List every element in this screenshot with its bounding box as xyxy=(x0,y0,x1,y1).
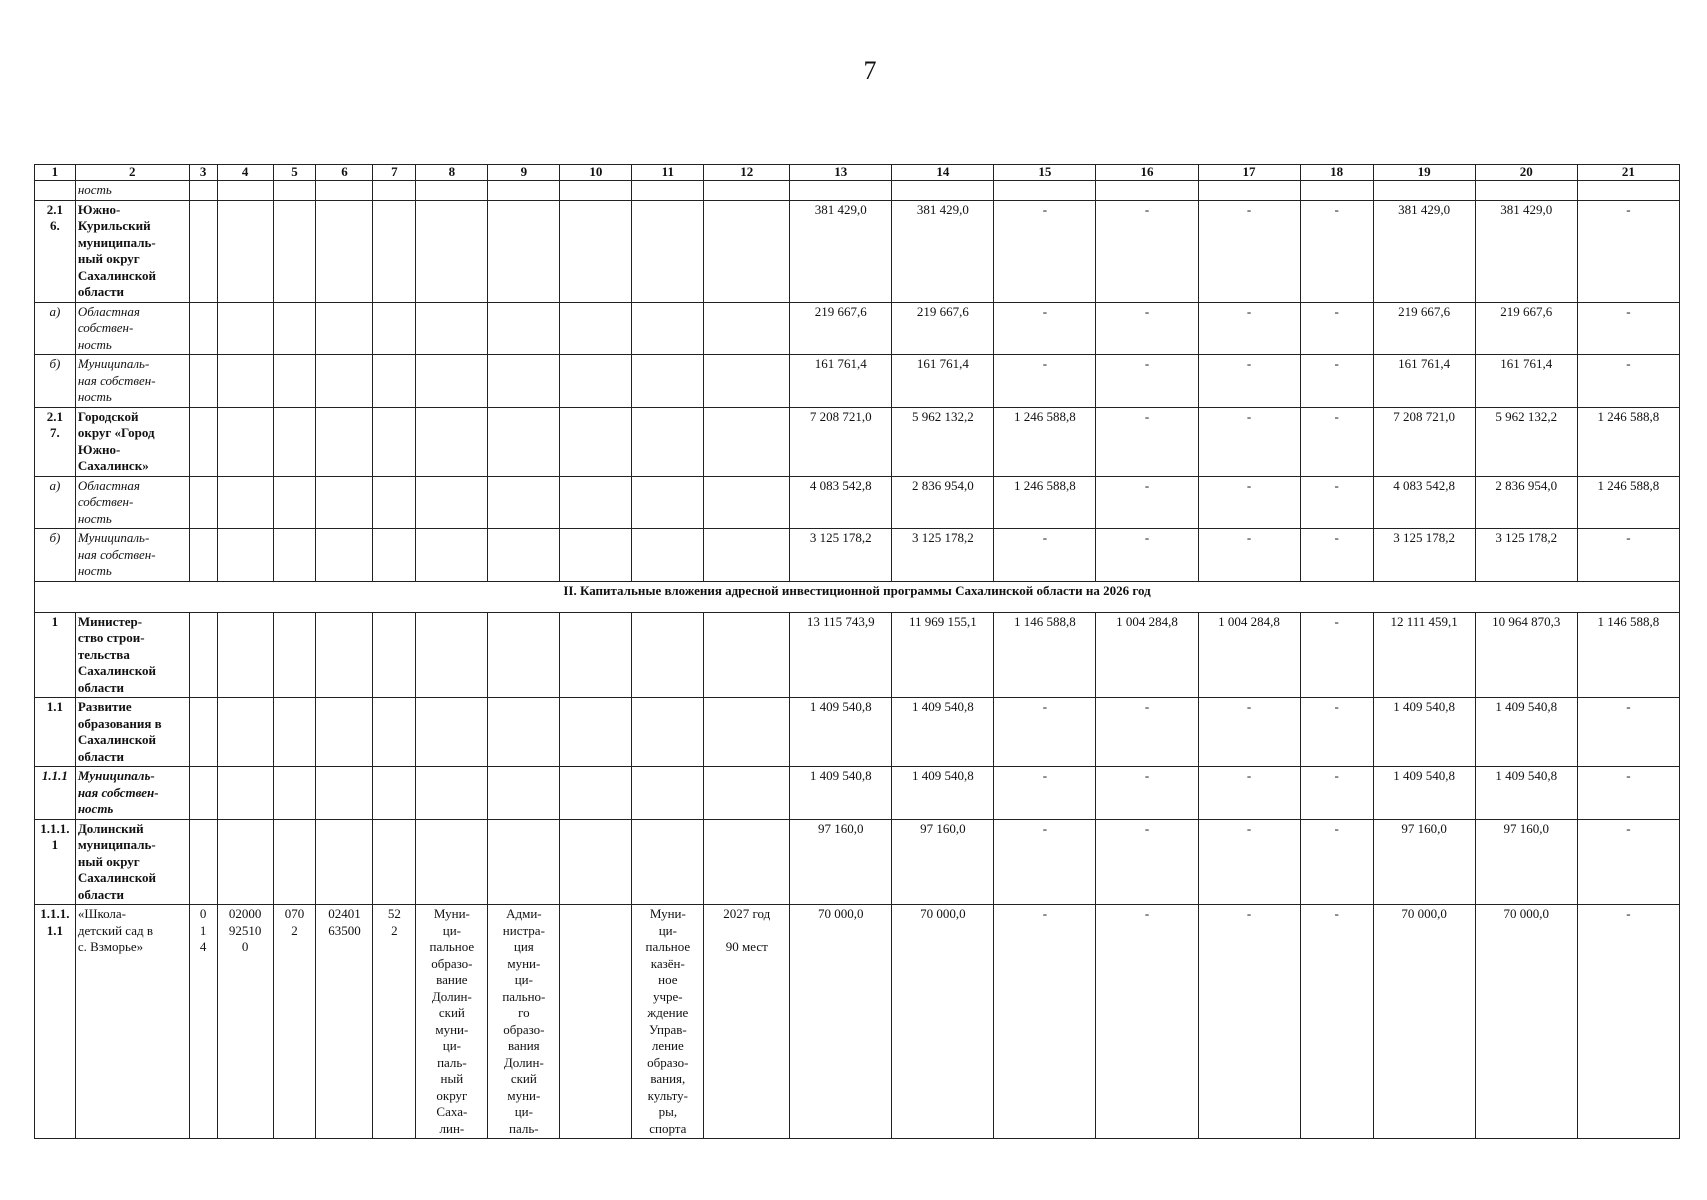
empty-cell xyxy=(704,476,790,529)
column-header: 7 xyxy=(373,165,416,181)
row-number: б) xyxy=(35,529,76,582)
value-cell: 70 000,0 xyxy=(790,905,892,1139)
value-cell: - xyxy=(1198,407,1300,476)
empty-cell xyxy=(704,181,790,201)
row-name: Южно- Курильский муниципаль- ный округ Сахалинской области xyxy=(75,200,189,302)
value-cell: 1 409 540,8 xyxy=(1373,767,1475,820)
value-cell: 2 836 954,0 xyxy=(892,476,994,529)
row-name: «Школа- детский сад в с. Взморье» xyxy=(75,905,189,1139)
column-header: 19 xyxy=(1373,165,1475,181)
empty-cell xyxy=(316,302,373,355)
empty-cell xyxy=(189,181,217,201)
empty-cell xyxy=(373,767,416,820)
value-cell: - xyxy=(994,200,1096,302)
row-name: Муниципаль- ная собствен- ность xyxy=(75,529,189,582)
value-cell: - xyxy=(994,698,1096,767)
row-number xyxy=(35,181,76,201)
value-cell: - xyxy=(1096,905,1198,1139)
value-cell: - xyxy=(1300,200,1373,302)
empty-cell xyxy=(560,181,632,201)
empty-cell xyxy=(373,529,416,582)
table-row xyxy=(35,767,1680,820)
empty-cell xyxy=(217,529,273,582)
empty-cell xyxy=(704,529,790,582)
value-cell: 97 160,0 xyxy=(1475,819,1577,905)
empty-cell xyxy=(373,355,416,408)
value-cell: 11 969 155,1 xyxy=(892,612,994,698)
header-row xyxy=(35,165,1680,181)
empty-cell xyxy=(704,407,790,476)
empty-cell xyxy=(273,181,316,201)
row-number: а) xyxy=(35,302,76,355)
value-cell xyxy=(1198,181,1300,201)
value-cell: 161 761,4 xyxy=(1475,355,1577,408)
value-cell xyxy=(1096,181,1198,201)
row-name: Муниципаль- ная собствен- ность xyxy=(75,767,189,820)
value-cell: 4 083 542,8 xyxy=(1373,476,1475,529)
empty-cell xyxy=(560,302,632,355)
empty-cell xyxy=(488,200,560,302)
empty-cell xyxy=(632,200,704,302)
value-cell: 219 667,6 xyxy=(790,302,892,355)
empty-cell xyxy=(316,476,373,529)
empty-cell xyxy=(273,355,316,408)
column-header: 18 xyxy=(1300,165,1373,181)
empty-cell xyxy=(488,302,560,355)
value-cell: 10 964 870,3 xyxy=(1475,612,1577,698)
value-cell: 3 125 178,2 xyxy=(1373,529,1475,582)
value-cell: 381 429,0 xyxy=(790,200,892,302)
value-cell: - xyxy=(1096,200,1198,302)
empty-cell xyxy=(488,612,560,698)
empty-cell xyxy=(704,302,790,355)
value-cell: 1 409 540,8 xyxy=(790,767,892,820)
empty-cell xyxy=(416,302,488,355)
empty-cell xyxy=(189,200,217,302)
value-cell: 7 208 721,0 xyxy=(790,407,892,476)
detail-cell: 02000 92510 0 xyxy=(217,905,273,1139)
empty-cell xyxy=(189,476,217,529)
value-cell: - xyxy=(994,905,1096,1139)
empty-cell xyxy=(217,476,273,529)
value-cell: 381 429,0 xyxy=(1373,200,1475,302)
value-cell: - xyxy=(994,302,1096,355)
value-cell: 219 667,6 xyxy=(1373,302,1475,355)
value-cell: - xyxy=(1198,529,1300,582)
empty-cell xyxy=(189,529,217,582)
empty-cell xyxy=(316,181,373,201)
empty-cell xyxy=(217,612,273,698)
investment-table xyxy=(34,164,1680,1139)
empty-cell xyxy=(217,698,273,767)
value-cell xyxy=(994,181,1096,201)
row-name: Областная собствен- ность xyxy=(75,476,189,529)
value-cell: - xyxy=(994,529,1096,582)
value-cell: 1 409 540,8 xyxy=(892,698,994,767)
value-cell: 1 409 540,8 xyxy=(892,767,994,820)
empty-cell xyxy=(560,355,632,408)
value-cell: - xyxy=(1300,612,1373,698)
value-cell: - xyxy=(1198,476,1300,529)
empty-cell xyxy=(560,698,632,767)
row-number: б) xyxy=(35,355,76,408)
empty-cell xyxy=(316,529,373,582)
column-header: 10 xyxy=(560,165,632,181)
page-number: 7 xyxy=(863,56,877,85)
value-cell: - xyxy=(1300,698,1373,767)
row-name: Долинский муниципаль- ный округ Сахалинской области xyxy=(75,819,189,905)
column-header: 8 xyxy=(416,165,488,181)
value-cell: - xyxy=(1198,302,1300,355)
row-name: Областная собствен- ность xyxy=(75,302,189,355)
row-name: Министер- ство строи- тельства Сахалинской области xyxy=(75,612,189,698)
table-row xyxy=(35,355,1680,408)
empty-cell xyxy=(704,698,790,767)
value-cell: 219 667,6 xyxy=(892,302,994,355)
value-cell: - xyxy=(1198,698,1300,767)
value-cell: - xyxy=(1577,200,1679,302)
value-cell xyxy=(1577,181,1679,201)
empty-cell xyxy=(416,767,488,820)
column-header: 9 xyxy=(488,165,560,181)
empty-cell xyxy=(488,529,560,582)
table-row xyxy=(35,302,1680,355)
row-name: Городской округ «Город Южно- Сахалинск» xyxy=(75,407,189,476)
value-cell: 219 667,6 xyxy=(1475,302,1577,355)
object-row xyxy=(35,905,1680,1139)
value-cell: 1 409 540,8 xyxy=(1475,698,1577,767)
empty-cell xyxy=(632,767,704,820)
empty-cell xyxy=(189,302,217,355)
section-row xyxy=(35,581,1680,612)
value-cell: - xyxy=(1300,476,1373,529)
empty-cell xyxy=(488,181,560,201)
empty-cell xyxy=(316,819,373,905)
value-cell: 1 246 588,8 xyxy=(1577,407,1679,476)
value-cell: 1 146 588,8 xyxy=(1577,612,1679,698)
empty-cell xyxy=(488,767,560,820)
empty-cell xyxy=(416,529,488,582)
value-cell: 5 962 132,2 xyxy=(1475,407,1577,476)
empty-cell xyxy=(189,819,217,905)
empty-cell xyxy=(632,407,704,476)
value-cell: - xyxy=(1577,529,1679,582)
column-header: 6 xyxy=(316,165,373,181)
value-cell: - xyxy=(1577,905,1679,1139)
value-cell: 97 160,0 xyxy=(790,819,892,905)
column-header: 17 xyxy=(1198,165,1300,181)
empty-cell xyxy=(560,819,632,905)
empty-cell xyxy=(416,819,488,905)
value-cell: - xyxy=(1198,767,1300,820)
empty-cell xyxy=(416,407,488,476)
value-cell xyxy=(1300,181,1373,201)
column-header: 16 xyxy=(1096,165,1198,181)
empty-cell xyxy=(373,476,416,529)
column-header: 20 xyxy=(1475,165,1577,181)
value-cell: 1 409 540,8 xyxy=(1475,767,1577,820)
row-number: 1.1.1. 1 xyxy=(35,819,76,905)
value-cell: - xyxy=(1096,476,1198,529)
value-cell: - xyxy=(994,819,1096,905)
column-header: 12 xyxy=(704,165,790,181)
row-number: 1.1.1 xyxy=(35,767,76,820)
column-header: 4 xyxy=(217,165,273,181)
value-cell: - xyxy=(1096,355,1198,408)
value-cell: 161 761,4 xyxy=(1373,355,1475,408)
empty-cell xyxy=(632,476,704,529)
empty-cell xyxy=(217,355,273,408)
row-name: Развитие образования в Сахалинской области xyxy=(75,698,189,767)
table-row xyxy=(35,612,1680,698)
table-row xyxy=(35,200,1680,302)
value-cell: 5 962 132,2 xyxy=(892,407,994,476)
column-header: 21 xyxy=(1577,165,1679,181)
value-cell: - xyxy=(1300,302,1373,355)
empty-cell xyxy=(632,302,704,355)
empty-cell xyxy=(560,529,632,582)
empty-cell xyxy=(632,181,704,201)
value-cell: - xyxy=(1577,355,1679,408)
empty-cell xyxy=(632,819,704,905)
value-cell: - xyxy=(1577,767,1679,820)
value-cell: 7 208 721,0 xyxy=(1373,407,1475,476)
value-cell: 70 000,0 xyxy=(892,905,994,1139)
value-cell xyxy=(1475,181,1577,201)
value-cell: 13 115 743,9 xyxy=(790,612,892,698)
value-cell: 1 409 540,8 xyxy=(790,698,892,767)
detail-cell: 02401 63500 xyxy=(316,905,373,1139)
detail-cell: 0 1 4 xyxy=(189,905,217,1139)
empty-cell xyxy=(373,819,416,905)
value-cell: - xyxy=(1198,355,1300,408)
detail-cell: 52 2 xyxy=(373,905,416,1139)
value-cell: - xyxy=(1096,407,1198,476)
detail-cell xyxy=(560,905,632,1139)
empty-cell xyxy=(373,612,416,698)
empty-cell xyxy=(273,200,316,302)
empty-cell xyxy=(704,612,790,698)
value-cell: 3 125 178,2 xyxy=(1475,529,1577,582)
table-row xyxy=(35,819,1680,905)
table-row xyxy=(35,529,1680,582)
empty-cell xyxy=(316,698,373,767)
value-cell: - xyxy=(1300,905,1373,1139)
empty-cell xyxy=(488,355,560,408)
empty-cell xyxy=(416,476,488,529)
value-cell: - xyxy=(1198,905,1300,1139)
value-cell: 1 409 540,8 xyxy=(1373,698,1475,767)
empty-cell xyxy=(488,819,560,905)
empty-cell xyxy=(273,612,316,698)
value-cell: - xyxy=(1577,302,1679,355)
empty-cell xyxy=(316,355,373,408)
value-cell: - xyxy=(1198,200,1300,302)
empty-cell xyxy=(316,407,373,476)
empty-cell xyxy=(189,355,217,408)
value-cell: 1 246 588,8 xyxy=(994,476,1096,529)
column-header: 1 xyxy=(35,165,76,181)
detail-cell: Муни- ци- пальное образо- вание Долин- ский муни- ци- паль- ный округ Саха- лин- xyxy=(416,905,488,1139)
empty-cell xyxy=(416,181,488,201)
empty-cell xyxy=(632,612,704,698)
value-cell: - xyxy=(1096,698,1198,767)
empty-cell xyxy=(560,407,632,476)
value-cell: 97 160,0 xyxy=(1373,819,1475,905)
empty-cell xyxy=(217,181,273,201)
table-row xyxy=(35,698,1680,767)
detail-cell: 070 2 xyxy=(273,905,316,1139)
empty-cell xyxy=(560,200,632,302)
empty-cell xyxy=(560,767,632,820)
row-number: 1 xyxy=(35,612,76,698)
value-cell: - xyxy=(1300,407,1373,476)
row-number: а) xyxy=(35,476,76,529)
value-cell: 1 246 588,8 xyxy=(994,407,1096,476)
empty-cell xyxy=(704,200,790,302)
empty-cell xyxy=(189,612,217,698)
detail-cell: Адми- нистра- ция муни- ци- пально- го образо- вания Долин- ский муни- ци- паль- xyxy=(488,905,560,1139)
table-row xyxy=(35,407,1680,476)
empty-cell xyxy=(217,302,273,355)
row-number: 2.1 6. xyxy=(35,200,76,302)
empty-cell xyxy=(189,767,217,820)
value-cell: 161 761,4 xyxy=(790,355,892,408)
value-cell: 1 146 588,8 xyxy=(994,612,1096,698)
empty-cell xyxy=(373,200,416,302)
value-cell: 381 429,0 xyxy=(1475,200,1577,302)
empty-cell xyxy=(416,698,488,767)
value-cell: 1 246 588,8 xyxy=(1577,476,1679,529)
value-cell: 70 000,0 xyxy=(1373,905,1475,1139)
empty-cell xyxy=(373,302,416,355)
empty-cell xyxy=(416,612,488,698)
value-cell: 97 160,0 xyxy=(892,819,994,905)
value-cell: - xyxy=(1300,355,1373,408)
empty-cell xyxy=(273,407,316,476)
value-cell: - xyxy=(1096,767,1198,820)
value-cell: - xyxy=(1577,698,1679,767)
empty-cell xyxy=(217,407,273,476)
empty-cell xyxy=(316,767,373,820)
value-cell: - xyxy=(1096,302,1198,355)
value-cell: 3 125 178,2 xyxy=(892,529,994,582)
value-cell xyxy=(1373,181,1475,201)
empty-cell xyxy=(632,355,704,408)
row-number: 1.1 xyxy=(35,698,76,767)
value-cell: - xyxy=(1198,819,1300,905)
empty-cell xyxy=(632,529,704,582)
empty-cell xyxy=(416,200,488,302)
empty-cell xyxy=(704,819,790,905)
value-cell: 2 836 954,0 xyxy=(1475,476,1577,529)
empty-cell xyxy=(273,476,316,529)
value-cell: 70 000,0 xyxy=(1475,905,1577,1139)
row-name: Муниципаль- ная собствен- ность xyxy=(75,355,189,408)
empty-cell xyxy=(488,476,560,529)
value-cell: - xyxy=(1096,819,1198,905)
value-cell: - xyxy=(994,355,1096,408)
empty-cell xyxy=(217,767,273,820)
section-title: II. Капитальные вложения адресной инвестиционной программы Сахалинской области на 2026 год xyxy=(35,581,1680,612)
table-row xyxy=(35,181,1680,201)
value-cell: - xyxy=(1300,529,1373,582)
empty-cell xyxy=(189,698,217,767)
empty-cell xyxy=(560,476,632,529)
value-cell: - xyxy=(1577,819,1679,905)
value-cell: 1 004 284,8 xyxy=(1198,612,1300,698)
detail-cell: Муни- ци- пальное казён- ное учре- ждение Управ- ление образо- вания, культу- ры, спорта xyxy=(632,905,704,1139)
table-row xyxy=(35,476,1680,529)
empty-cell xyxy=(273,529,316,582)
empty-cell xyxy=(316,200,373,302)
empty-cell xyxy=(273,819,316,905)
value-cell: - xyxy=(1096,529,1198,582)
column-header: 11 xyxy=(632,165,704,181)
detail-cell: 2027 год 90 мест xyxy=(704,905,790,1139)
value-cell: 1 004 284,8 xyxy=(1096,612,1198,698)
value-cell xyxy=(790,181,892,201)
column-header: 2 xyxy=(75,165,189,181)
empty-cell xyxy=(273,698,316,767)
column-header: 3 xyxy=(189,165,217,181)
column-header: 5 xyxy=(273,165,316,181)
row-name: ность xyxy=(75,181,189,201)
empty-cell xyxy=(189,407,217,476)
empty-cell xyxy=(488,407,560,476)
empty-cell xyxy=(488,698,560,767)
empty-cell xyxy=(704,767,790,820)
row-number: 2.1 7. xyxy=(35,407,76,476)
value-cell: - xyxy=(1300,767,1373,820)
empty-cell xyxy=(416,355,488,408)
value-cell: 4 083 542,8 xyxy=(790,476,892,529)
empty-cell xyxy=(632,698,704,767)
empty-cell xyxy=(217,200,273,302)
value-cell: 161 761,4 xyxy=(892,355,994,408)
empty-cell xyxy=(560,612,632,698)
value-cell xyxy=(892,181,994,201)
value-cell: - xyxy=(1300,819,1373,905)
empty-cell xyxy=(373,407,416,476)
column-header: 14 xyxy=(892,165,994,181)
row-number: 1.1.1. 1.1 xyxy=(35,905,76,1139)
empty-cell xyxy=(273,767,316,820)
empty-cell xyxy=(217,819,273,905)
column-header: 13 xyxy=(790,165,892,181)
value-cell: 3 125 178,2 xyxy=(790,529,892,582)
column-header: 15 xyxy=(994,165,1096,181)
value-cell: 12 111 459,1 xyxy=(1373,612,1475,698)
empty-cell xyxy=(373,698,416,767)
empty-cell xyxy=(704,355,790,408)
value-cell: - xyxy=(994,767,1096,820)
value-cell: 381 429,0 xyxy=(892,200,994,302)
empty-cell xyxy=(316,612,373,698)
empty-cell xyxy=(273,302,316,355)
empty-cell xyxy=(373,181,416,201)
